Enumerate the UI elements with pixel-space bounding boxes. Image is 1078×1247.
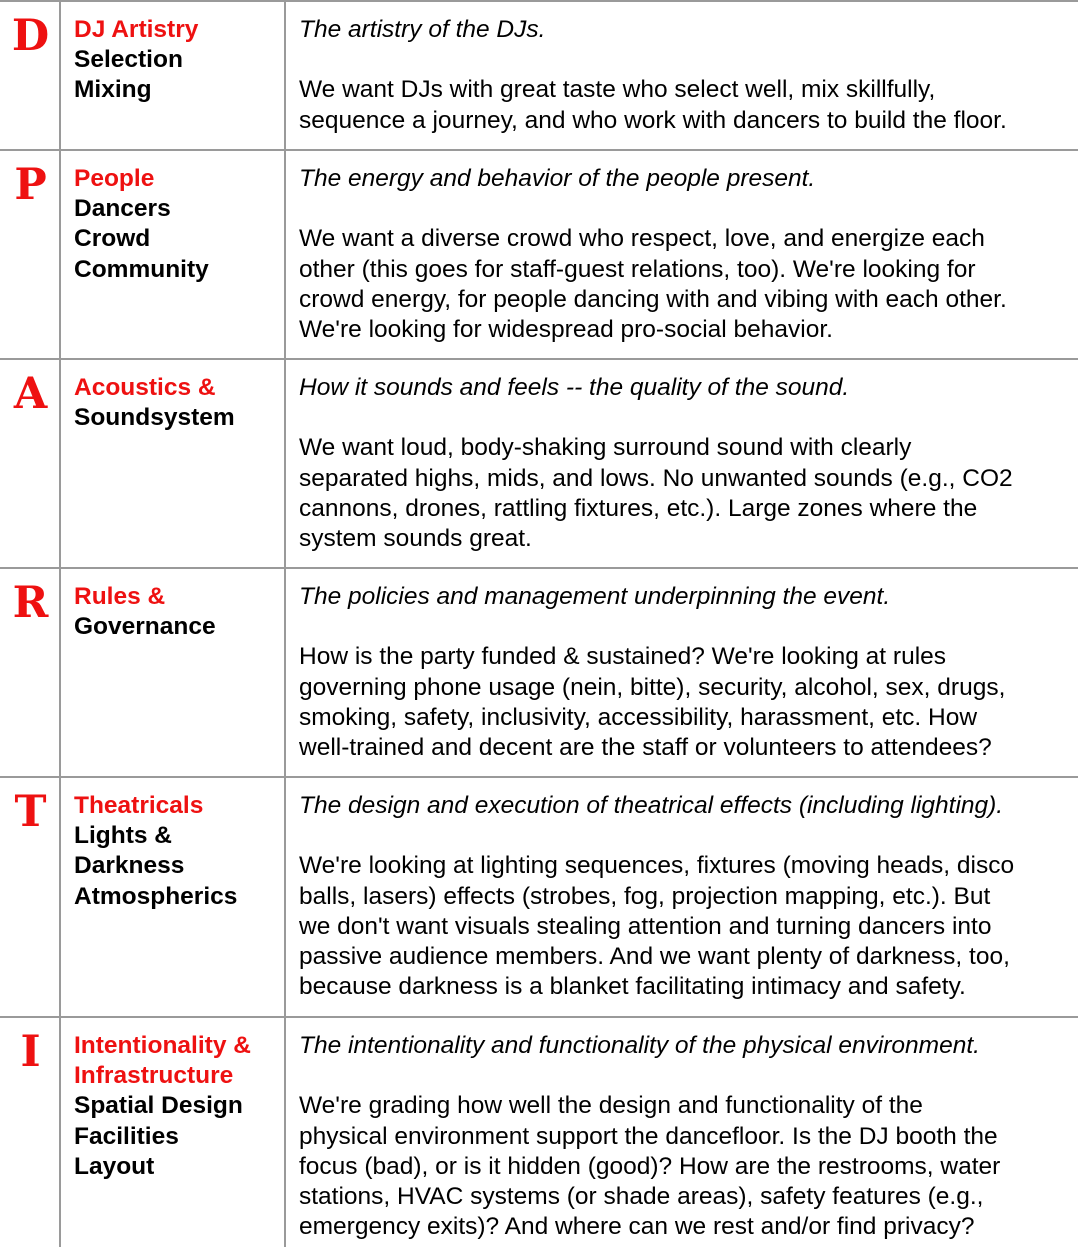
category-subitem: Facilities xyxy=(74,1122,179,1150)
category-lines xyxy=(74,15,280,106)
description-line: other (this goes for staff-guest relations, too). We're looking for xyxy=(299,255,976,283)
description-line: We're grading how well the design and functionality of the xyxy=(299,1092,923,1120)
category-title: DJ Artistry xyxy=(74,16,199,43)
category-title: People xyxy=(74,165,155,192)
letter-cell xyxy=(0,1018,61,1247)
category-cell xyxy=(61,2,286,149)
category-lines xyxy=(74,373,280,433)
category-subitem: Community xyxy=(74,255,209,283)
category-cell xyxy=(61,1018,286,1247)
row-letter: I xyxy=(20,1027,41,1077)
description-line: system sounds great. xyxy=(299,525,532,552)
description-cell xyxy=(299,1031,1078,1242)
description-lead: The energy and behavior of the people present. xyxy=(299,165,816,192)
description-cell xyxy=(299,373,1078,554)
letter-cell xyxy=(0,778,61,1016)
description-line: We want DJs with great taste who select well, mix skillfully, xyxy=(299,76,936,104)
category-lines xyxy=(74,164,280,285)
criteria-row-a xyxy=(0,360,1078,569)
description-lead: The design and execution of theatrical effects (including lighting). xyxy=(299,792,1004,819)
description-line: We're looking at lighting sequences, fixtures (moving heads, disco xyxy=(299,852,1015,880)
category-cell xyxy=(61,151,286,358)
category-title: Rules & xyxy=(74,583,166,610)
description-line: because darkness is a blanket facilitating intimacy and safety. xyxy=(299,973,966,1001)
description-line: smoking, safety, inclusivity, accessibility, harassment, etc. How xyxy=(299,703,978,731)
category-subitem: Layout xyxy=(74,1152,155,1180)
description-line: We want a diverse crowd who respect, love, and energize each xyxy=(299,225,985,253)
row-letter: A xyxy=(13,369,48,419)
description-line: we don't want visuals stealing attention and turning dancers into xyxy=(299,912,992,940)
description-body xyxy=(299,224,1078,345)
description-lead: The intentionality and functionality of the physical environment. xyxy=(299,1032,980,1059)
description-cell xyxy=(299,582,1078,763)
category-lines xyxy=(74,1031,280,1182)
description-line: focus (bad), or is it hidden (good)? How are the restrooms, water xyxy=(299,1152,1001,1180)
letter-cell xyxy=(0,2,61,149)
row-letter: P xyxy=(14,160,47,210)
description-line: balls, lasers) effects (strobes, fog, projection mapping, etc.). But xyxy=(299,882,991,910)
category-subitem: Dancers xyxy=(74,195,171,223)
description-body xyxy=(299,642,1078,763)
description-line: crowd energy, for people dancing with and vibing with each other. xyxy=(299,285,1007,313)
criteria-row-t xyxy=(0,778,1078,1018)
category-subitem: Spatial Design xyxy=(74,1092,243,1120)
category-lines xyxy=(74,582,280,642)
category-subitem: Lights & xyxy=(74,822,172,850)
category-subitem: Atmospherics xyxy=(74,882,238,910)
description-cell xyxy=(299,15,1078,136)
row-letter: T xyxy=(14,787,47,837)
description-line: separated highs, mids, and lows. No unwanted sounds (e.g., CO2 xyxy=(299,464,1013,492)
description-line: We want loud, body-shaking surround sound with clearly xyxy=(299,434,912,462)
category-cell xyxy=(61,778,286,1016)
category-subitem: Crowd xyxy=(74,225,151,253)
description-line: well-trained and decent are the staff or volunteers to attendees? xyxy=(299,734,992,761)
criteria-row-r xyxy=(0,569,1078,778)
letter-cell xyxy=(0,360,61,567)
description-lead: The artistry of the DJs. xyxy=(299,16,546,43)
description-body xyxy=(299,1091,1078,1242)
category-title: Intentionality & xyxy=(74,1032,251,1059)
row-letter: R xyxy=(12,578,49,628)
category-subitem: Mixing xyxy=(74,76,152,104)
category-subitem: Darkness xyxy=(74,852,185,880)
criteria-row-p xyxy=(0,151,1078,360)
category-lines xyxy=(74,791,280,912)
description-lead: How it sounds and feels -- the quality of the sound. xyxy=(299,374,850,401)
category-cell xyxy=(61,569,286,776)
category-subitem: Governance xyxy=(74,613,216,641)
description-cell xyxy=(299,791,1078,1002)
description-lead: The policies and management underpinning the event. xyxy=(299,583,891,610)
description-line: We're looking for widespread pro-social behavior. xyxy=(299,316,833,343)
category-subitem: Soundsystem xyxy=(74,404,235,432)
criteria-row-i xyxy=(0,1018,1078,1247)
description-body xyxy=(299,75,1078,135)
category-subitem: Selection xyxy=(74,46,183,74)
description-body xyxy=(299,433,1078,554)
category-title: Theatricals xyxy=(74,792,204,819)
letter-cell xyxy=(0,151,61,358)
description-line: governing phone usage (nein, bitte), security, alcohol, sex, drugs, xyxy=(299,673,1006,701)
description-body xyxy=(299,851,1078,1002)
description-line: cannons, drones, rattling fixtures, etc.). Large zones where the xyxy=(299,494,978,522)
description-line: stations, HVAC systems (or shade areas), safety features (e.g., xyxy=(299,1183,984,1210)
category-title: Infrastructure xyxy=(74,1062,234,1090)
description-line: physical environment support the dancefloor. Is the DJ booth the xyxy=(299,1122,998,1150)
description-line: emergency exits)? And where can we rest and/or find privacy? xyxy=(299,1213,975,1241)
description-line: How is the party funded & sustained? We're looking at rules xyxy=(299,643,947,671)
description-line: passive audience members. And we want plenty of darkness, too, xyxy=(299,943,1010,970)
description-line: sequence a journey, and who work with dancers to build the floor. xyxy=(299,106,1007,134)
category-cell xyxy=(61,360,286,567)
category-title: Acoustics & xyxy=(74,374,216,401)
row-letter: D xyxy=(11,11,50,61)
criteria-row-d xyxy=(0,2,1078,151)
letter-cell xyxy=(0,569,61,776)
description-cell xyxy=(299,164,1078,345)
